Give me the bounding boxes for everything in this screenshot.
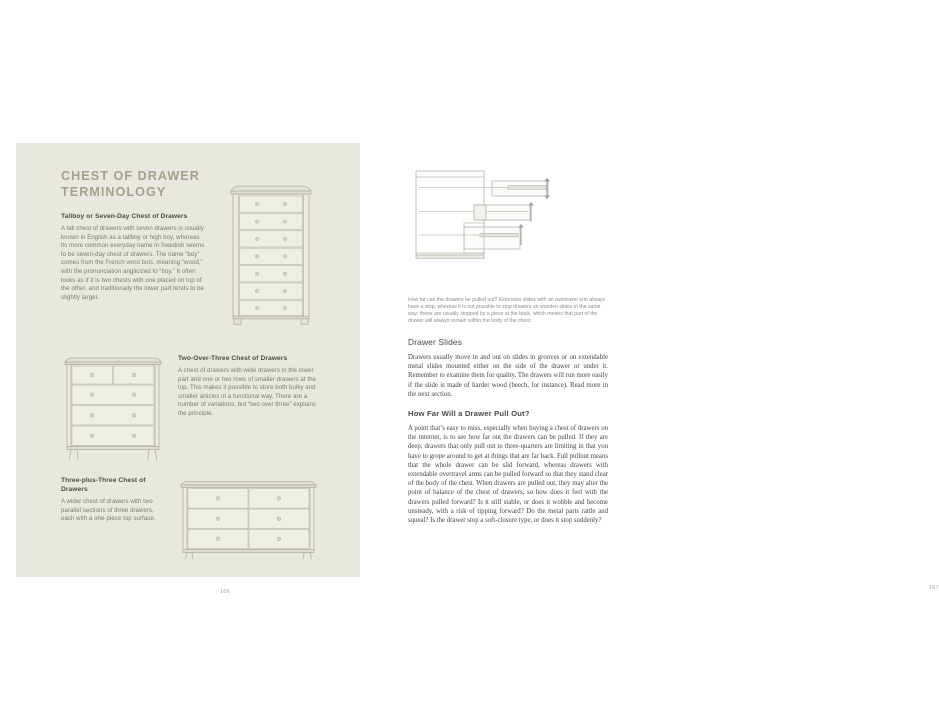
three-plus-three-illustration: [178, 478, 319, 560]
drawer-slides-heading: Drawer Slides: [408, 337, 463, 347]
three-plus-three-body: A wider chest of drawers with two parallel sections of three drawers, each with a one-piece top surface.: [61, 498, 156, 523]
two-over-three-illustration: [61, 354, 165, 462]
tallboy-chest-svg: [227, 180, 315, 326]
page-number-right: 167: [929, 585, 939, 591]
drawer-extension-diagram-svg: [408, 165, 608, 263]
two-over-three-text-column: [178, 354, 319, 419]
two-over-three-heading: Two-Over-Three Chest of Drawers: [178, 355, 288, 362]
page-number-left: 166: [220, 589, 230, 595]
drawer-pull-out-heading: How Far Will a Drawer Pull Out?: [408, 409, 530, 418]
two-over-three-body: A chest of drawers with wide drawers in the lower part and one or two rows of smaller drawers at the top. This makes it possible to store both bulky and smaller articles in a functional way. There are a number of variations, but “two over three” explains the principle.: [178, 367, 317, 417]
right-page: [360, 143, 939, 591]
left-page-content: [61, 169, 319, 595]
section-two-over-three: [61, 354, 319, 464]
section-drawer-pull-out: [408, 408, 608, 525]
two-over-three-chest-svg: [61, 354, 165, 462]
drawer-pull-out-body: A point that’s easy to miss, especially when buying a chest of drawers on the internet, is to see how far out the drawers can be pulled. If they are deep, drawers that only pull out to three-quarters are limiting in that you have to grope around to get at things that are far back. Full pullout means that the whole drawer can be slid forward, whereas drawers with extendable overtravel arms can be pulled forward so that they stand clear of the body of the chest. When drawers are pulled out, they may alter the point of balance of the chest of drawers, so how does it feel with the drawers pulled forward? Is it still stable, or does it wobble and become unsteady, with a risk of tipping forward? Do the metal parts rattle and squeal? Is the drawer stop a soft-closure type, or does it stop suddenly?: [408, 425, 608, 525]
tallboy-heading: Tallboy or Seven-Day Chest of Drawers: [61, 213, 188, 220]
drawer-extension-slide-diagram: [408, 165, 608, 263]
page-title: CHEST OF DRAWER TERMINOLOGY: [61, 169, 200, 199]
section-tallboy: [61, 169, 319, 319]
tallboy-text-column: [61, 169, 205, 302]
section-three-plus-three: [61, 476, 319, 571]
three-plus-three-heading: Three-plus-Three Chest of Drawers: [61, 477, 146, 493]
section-drawer-slides: [408, 337, 608, 399]
diagram-caption: How far can the drawers be pulled out? Extension slides with an overtravel arm always have a stop, whereas it is not possible to stop drawers on wooden slides in the same way; these are usually stopped by a piece at the back, which means that part of the drawer will always remain within the body of the chest.: [408, 297, 606, 325]
drawer-slides-body: Drawers usually move in and out on slides in grooves or on extendable metal slides mounted either on the side of the drawer or under it. Remember to examine them for quality. The drawers will run more easily if the slide is made of harder wood (beech, for instance). Read more in the next section.: [408, 354, 608, 398]
three-plus-three-chest-svg: [178, 478, 319, 560]
tallboy-chest-illustration: [227, 180, 315, 326]
right-page-content: [408, 165, 939, 591]
tallboy-body: A tall chest of drawers with seven drawers is usually known in English as a tallboy or high boy, whereas its more common everyday name in Swedish seems to be seven-day chest of drawers. The name “boy” comes from the French word bois, meaning “wood,” with the pronunciation anglicized to “boy.” It often looks as if it is two chests with one placed on top of the other, and traditionally the lower part tends to be slightly larger.: [61, 225, 205, 301]
left-page: [16, 143, 360, 595]
three-plus-three-text-column: [61, 476, 166, 524]
